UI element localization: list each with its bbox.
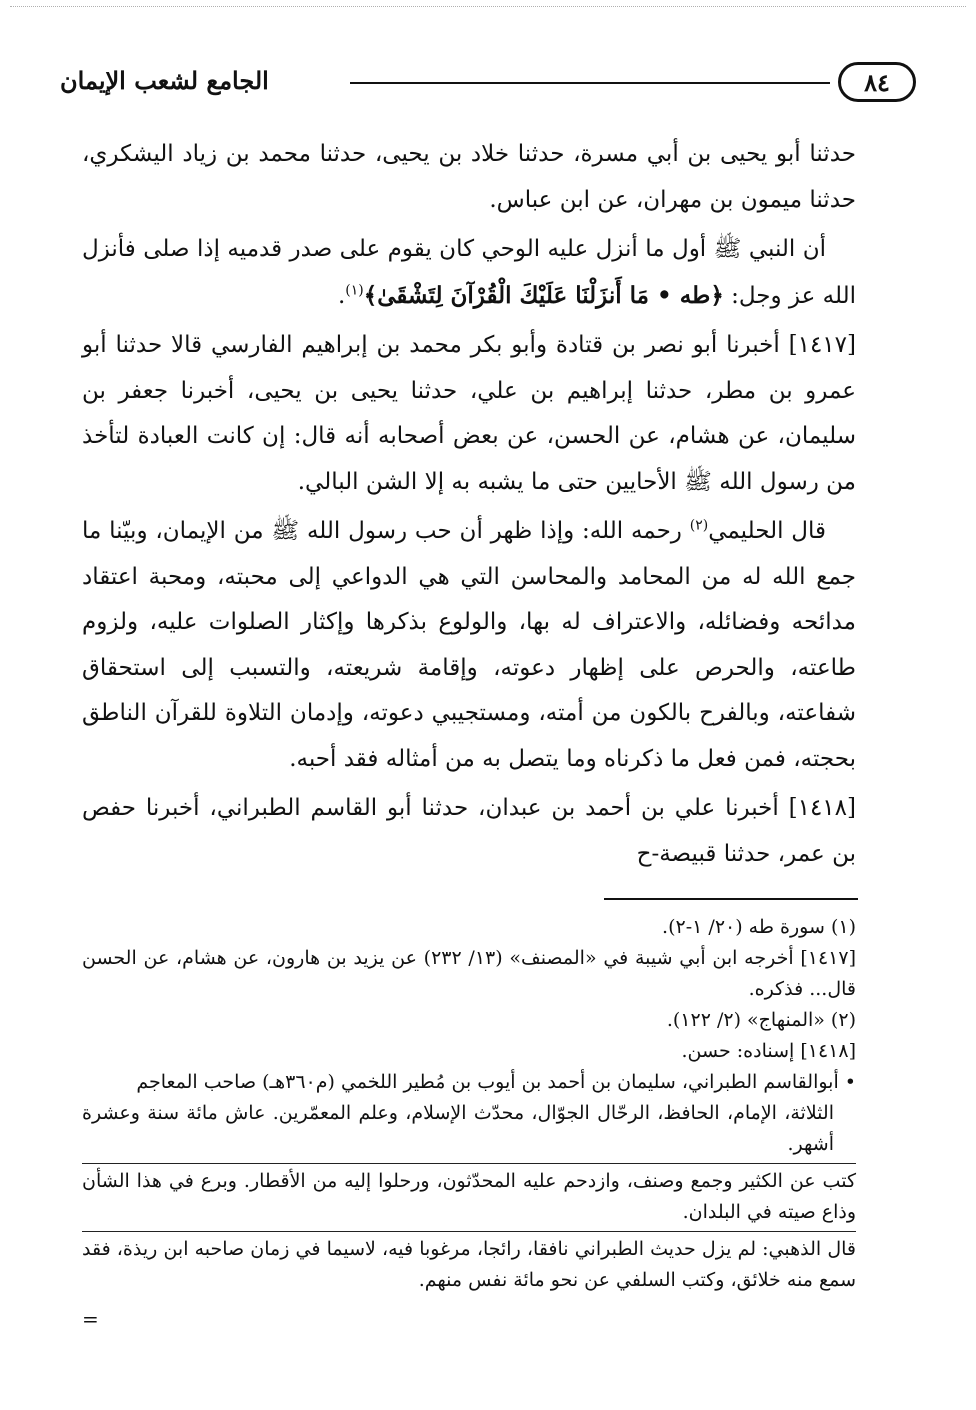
book-title: الجامع لشعب الإيمان [60, 66, 269, 95]
hadith-text: أن النبي ﷺ أول ما أنزل عليه الوحي كان يقوم على صدر قدميه إذا صلى فأنزل الله عز وجل: [82, 236, 856, 309]
page-number: ٨٤ [838, 62, 916, 102]
paragraph-halimi [82, 509, 856, 782]
main-text [82, 132, 856, 881]
footnotes [82, 912, 856, 1296]
paragraph-hadith-text [82, 227, 856, 319]
footnote-ref-1: (١) [345, 281, 364, 298]
footnote-1418: [١٤١٨] إسناده: حسن. [681, 1040, 856, 1062]
page-header [60, 60, 916, 108]
header-rule [350, 82, 830, 84]
narrator-note: كتب عن الكثير وجمع وصنف، وازدحم عليه المحدّثون، ورحلوا إليه من الأقطار. وبرع في هذا الشأن وذاع صيته في البلدان. [82, 1163, 856, 1228]
paragraph-chain: حدثنا أبو يحيى بن أبي مسرة، حدثنا خلاد بن يحيى، حدثنا محمد بن زياد اليشكري، حدثنا ميمون بن مهران، عن ابن عباس. [82, 141, 856, 213]
narrator-bullet-continued: الثلاثة، الإمام، الحافظ، الرحّال الجوّال، محدّث الإسلام، وعلم المعمّرين. عاش مائة سنة وعشرة أشهر. [82, 1102, 834, 1155]
footnote-divider [604, 898, 858, 900]
footnote-1417: [١٤١٧] أخرجه ابن أبي شيبة في «المصنف» (١٣/ ٢٣٢) عن يزيد بن هارون، عن هشام، عن الحسن قال... فذكره. [82, 947, 856, 1000]
narrator-bullet: • أبوالقاسم الطبراني، سليمان بن أحمد بن أيوب بن مُطير اللخمي (م٣٦٠هـ) صاحب المعاجم [136, 1071, 856, 1093]
sentence-end: . [337, 282, 346, 309]
footnote-ref-2: (٢) [689, 517, 709, 534]
paragraph-hadith-1418: [١٤١٨] أخبرنا علي بن أحمد بن عبدان، حدثنا أبو القاسم الطبراني، أخبرنا حفص بن عمر، حدثنا قبيصة-ح [82, 795, 856, 867]
halimi-text: رحمه الله: وإذا ظهر أن حب رسول الله ﷺ من الإيمان، وبيّنا ما جمع الله له من المحامد والمحاسن التي هي الدواعي إلى محبته، ومحبة اعتقاد مدائحه وفضائله، والاعتراف له بها، والولوع بذكرها وإكثار الصلوات عليه، ولزوم طاعته، والحرص على إظهار دعوته، وإقامة شريعته، والتسبب إلى استحقاق شفاعته، وبالفرح بالكون من أمته، ومستجيبي دعوته، وإدمان التلاوة للقرآن الناطق بحجته، فمن فعل ما ذكرناه وما يتصل به من أمثاله فقد أحبه. [82, 518, 856, 772]
continuation-mark: = [82, 1307, 99, 1331]
quran-verse: ﴿طه • مَا أَنزَلْنَا عَلَيْكَ الْقُرْآنَ لِتَشْقَىٰ﴾ [363, 281, 724, 309]
dhahabi-quote: قال الذهبي: لم يزل حديث الطبراني نافقا، رائجا، مرغوبا فيه، لاسيما في زمان صاحبه ابن ريذة، فقد سمع منه خلائق، وكتب السلفي عن نحو مائة نفس منهم. [82, 1231, 856, 1296]
paragraph-hadith-1417: [١٤١٧] أخبرنا أبو نصر بن قتادة وأبو بكر محمد بن إبراهيم الفارسي قالا حدثنا أبو عمرو بن مطر، حدثنا إبراهيم بن علي، حدثنا يحيى بن يحيى، أخبرنا جعفر بن سليمان، عن هشام، عن الحسن، عن بعض أصحابه أنه قال: إن كانت العبادة لتأخذ من رسول الله ﷺ الأحايين حتى ما يشبه به إلا الشن البالي. [82, 332, 856, 495]
footnote-1: (١) سورة طه (٢٠/ ١-٢). [662, 916, 856, 938]
top-dotted-rule [10, 6, 966, 7]
footnote-2: (٢) «المنهاج» (٢/ ١٢٢). [666, 1009, 856, 1031]
halimi-name: قال الحليمي [708, 518, 827, 544]
